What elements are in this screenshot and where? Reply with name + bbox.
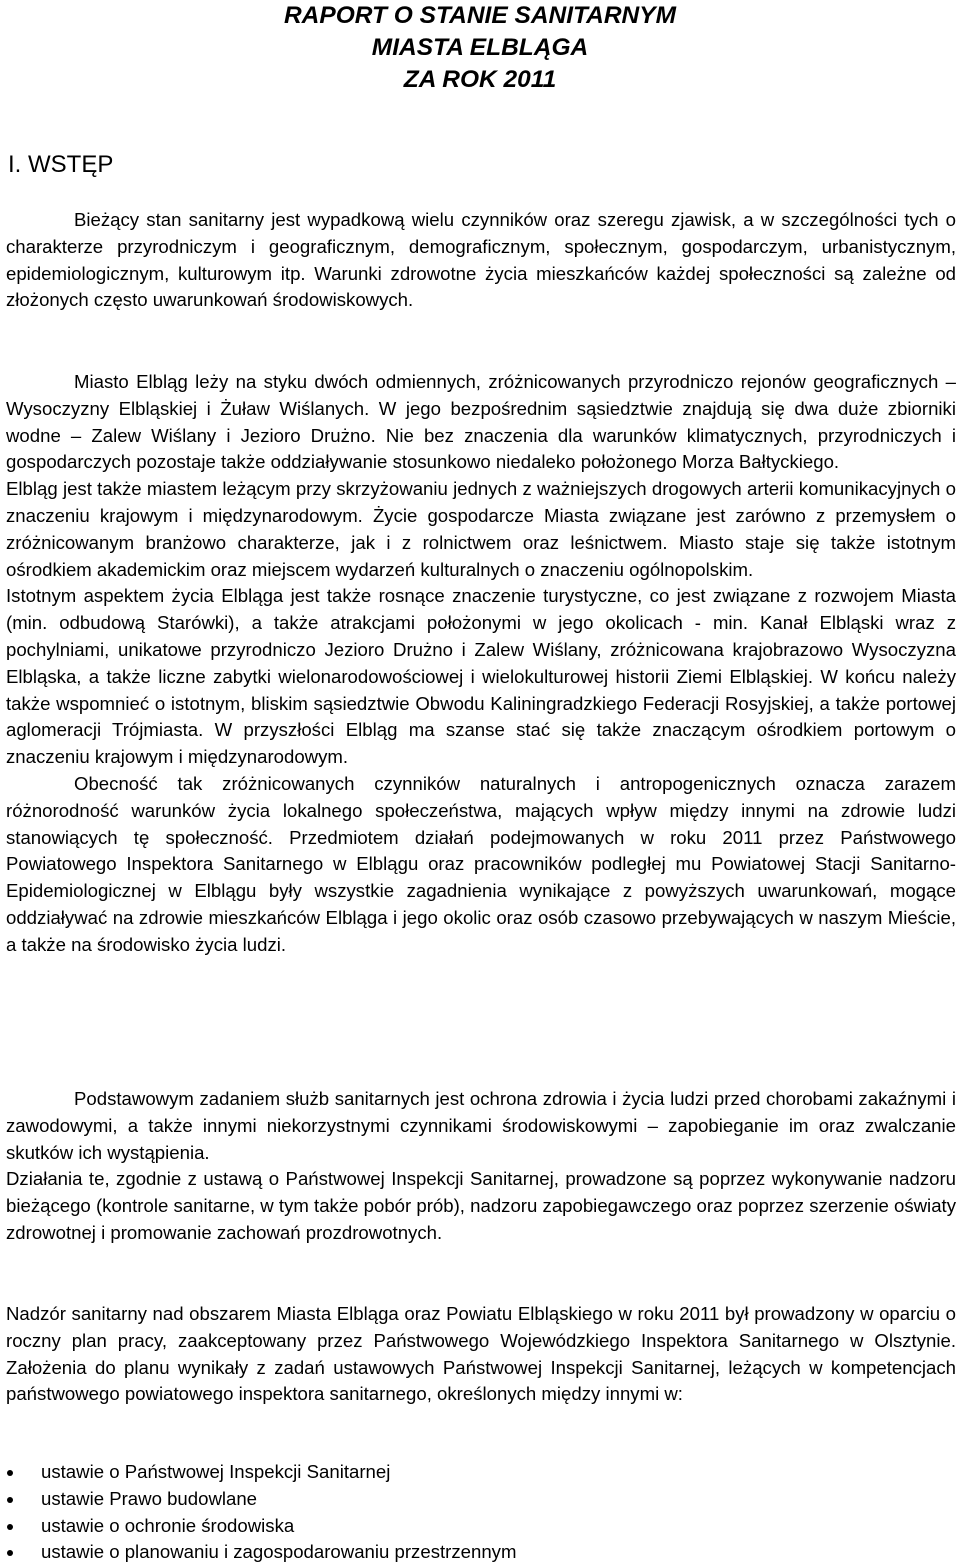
paragraph-basic-task: Podstawowym zadaniem służb sanitarnych jest ochrona zdrowia i życia ludzi przed chorobami zakaźnymi i zawodowymi, a także innymi niekorzystnymi czynnikami środowiskowymi – zapobieganie im oraz zwalczanie skutków ich wystąpienia. xyxy=(6,1088,956,1163)
paragraph-actions: Działania te, zgodnie z ustawą o Państwowej Inspekcji Sanitarnej, prowadzone są poprzez wykonywanie nadzoru bieżącego (kontrole sanitarne, w tym także pobór prób), nadzoru zapobiegawczego oraz poprzez szerzenie oświaty zdrowotnej i promowanie zachowań prozdrowotnych. xyxy=(6,1168,956,1243)
bullet-icon xyxy=(7,1550,13,1556)
list-item xyxy=(0,1486,516,1513)
report-title-line-1: RAPORT O STANIE SANITARNYM xyxy=(283,2,676,29)
bullet-icon xyxy=(7,1470,13,1476)
list-item-text: ustawie o planowaniu i zagospodarowaniu przestrzennym xyxy=(41,1541,517,1563)
paragraph-group-city xyxy=(6,369,956,959)
paragraph-economy: Elbląg jest także miastem leżącym przy skrzyżowaniu jednych z ważniejszych drogowych arterii komunikacyjnych o znaczeniu krajowym i międzynarodowym. Życie gospodarcze Miasta związane jest zarówno z przemysłem o zróżnicowanym branżowo charakterze, jak i z rolnictwem oraz leśnictwem. Miasto staje się także istotnym ośrodkiem akademickim oraz miejscem wydarzeń kulturalnych o znaczeniu ogólnopolskim. xyxy=(6,478,956,580)
list-item-text: ustawie o Państwowej Inspekcji Sanitarnej xyxy=(41,1461,391,1482)
report-title-line-3: ZA ROK 2011 xyxy=(403,66,557,93)
paragraph-supervision: Nadzór sanitarny nad obszarem Miasta Elbląga oraz Powiatu Elbląskiego w roku 2011 był prowadzony w oparciu o roczny plan pracy, zaakceptowany przez Państwowego Wojewódzkiego Inspektora Sanitarnego w Olsztynie. Założenia do planu wynikały z zadań ustawowych Państwowej Inspekcji Sanitarnej, leżących w kompetencjach państwowego powiatowego inspektora sanitarnego, określonych między innymi w: xyxy=(6,1303,956,1405)
paragraph-geography: Miasto Elbląg leży na styku dwóch odmiennych, zróżnicowanych przyrodniczo rejonów geograficznych – Wysoczyzny Elbląskiej i Żuław Wiślanych. W jego bezpośrednim sąsiedztwie znajdują się dwa duże zbiorniki wodne – Zalew Wiślany i Jezioro Drużno. Nie bez znaczenia dla warunków klimatycznych, przyrodniczych i gospodarczych pozostaje także oddziaływanie stosunkowo niedaleko położonego Morza Bałtyckiego. xyxy=(6,371,956,473)
list-item-text: ustawie o ochronie środowiska xyxy=(41,1514,295,1536)
paragraph-tourism: Istotnym aspektem życia Elbląga jest także rosnące znaczenie turystyczne, co jest związane z rozwojem Miasta (min. odbudową Starówki), a także atrakcjami położonymi w jego okolicach - min. Kanał Elbląski wraz z pochylniami, unikatowe przyrodniczo Jezioro Drużno i Zalew Wiślany, zróżnicowana krajobrazowo Wysoczyzna Elbląska, a także liczne zabytki wielonarodowościowej i wielokulturowej historii Ziemi Elbląskiej. W końcu należy także wspomnieć o istotnym, bliskim sąsiedztwie Obwodu Kaliningradzkiego Federacji Rosyjskiej, a także portowej aglomeracji Trójmiasta. W przyszłości Elbląg ma szanse stać się także znaczącym ośrodkiem portowym o znaczeniu krajowym i międzynarodowym. xyxy=(6,585,956,768)
bullet-icon xyxy=(7,1524,13,1530)
list-item xyxy=(0,1459,516,1486)
paragraph-factors: Obecność tak zróżnicowanych czynników naturalnych i antropogenicznych oznacza zarazem różnorodność warunków życia lokalnego społeczeństwa, mających wpływ między innymi na zdrowie ludzi stanowiących tę społeczność. Przedmiotem działań podejmowanych w roku 2011 przez Państwowego Powiatowego Inspektora Sanitarnego w Elblągu oraz pracowników podległej mu Powiatowej Stacji Sanitarno-Epidemiologicznej w Elblągu były wszystkie zagadnienia wynikające z powyższych uwarunkowań, mogące oddziaływać na zdrowie mieszkańców Elbląga i jego okolic oraz osób czasowo przebywających w naszym Mieście, a także na środowisko życia ludzi. xyxy=(6,772,956,955)
paragraph-group-tasks xyxy=(6,1086,956,1247)
report-title xyxy=(0,0,960,96)
legal-acts-list xyxy=(0,1459,516,1566)
list-item-text: ustawie Prawo budowlane xyxy=(41,1487,258,1509)
paragraph-intro: Bieżący stan sanitarny jest wypadkową wielu czynników oraz szeregu zjawisk, a w szczególności tych o charakterze przyrodniczym i geograficznym, demograficznym, społecznym, gospodarczym, urbanistycznym, epidemiologicznym, kulturowym itp. Warunki zdrowotne życia mieszkańców każdej społeczności są zależne od złożonych często uwarunkowań środowiskowych. xyxy=(6,209,956,311)
list-item xyxy=(0,1539,516,1566)
report-title-line-2: MIASTA ELBLĄGA xyxy=(371,34,589,61)
section-heading: I. WSTĘP xyxy=(8,151,114,178)
bullet-icon xyxy=(7,1497,13,1503)
list-item xyxy=(0,1513,516,1540)
